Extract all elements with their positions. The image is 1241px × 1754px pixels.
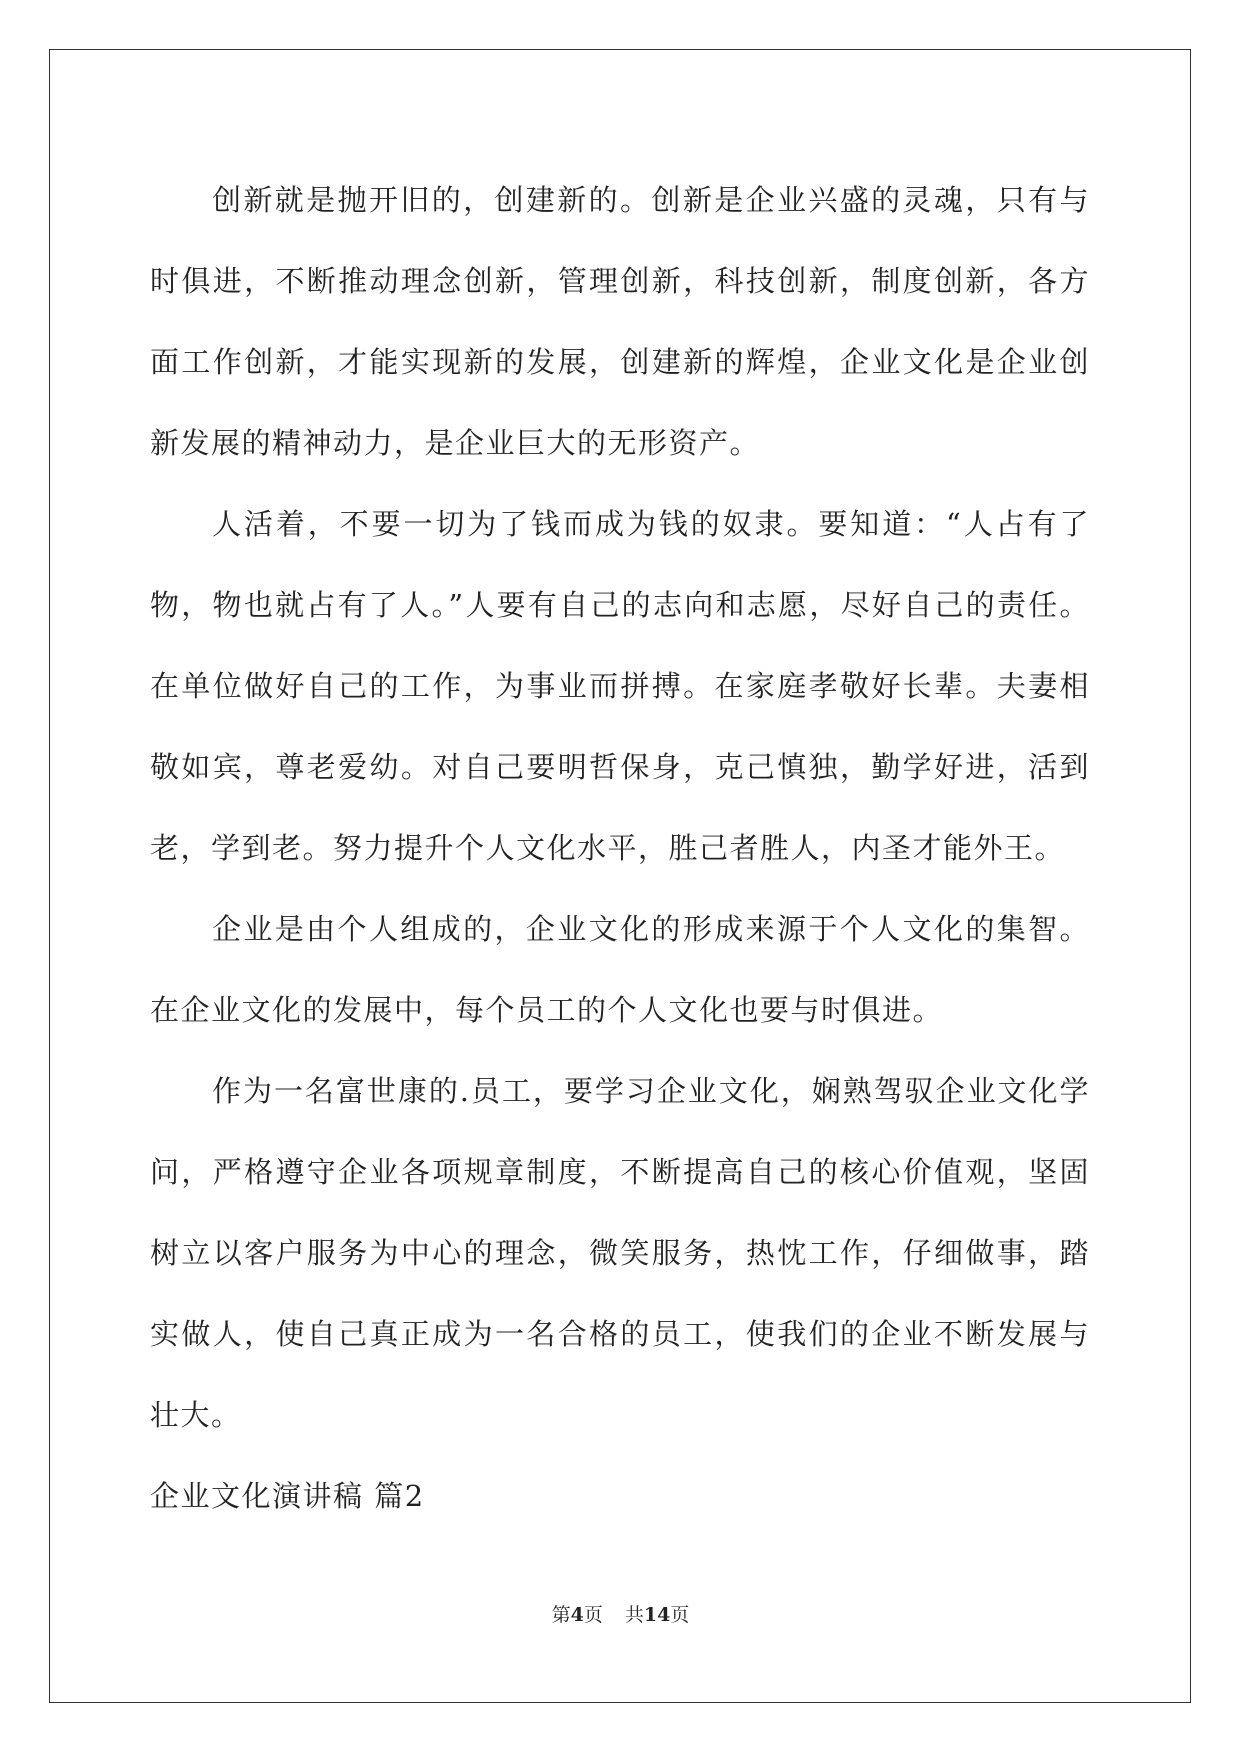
section-heading: 企业文化演讲稿 篇2 bbox=[150, 1479, 425, 1513]
paragraph-employee-duty: 作为一名富世康的.员工，要学习企业文化，娴熟驾驭企业文化学问，严格遵守企业各项规章制度，不断提高自己的核心价值观，坚固树立以客户服务为中心的理念，微笑服务，热忱工作，仔细做事，踏实做人，使自己真正成为一名合格的员工，使我们的企业不断发展与壮大。 bbox=[150, 1074, 1090, 1432]
total-suffix: 页 bbox=[670, 1604, 690, 1626]
page-suffix: 页 bbox=[583, 1604, 603, 1626]
page-prefix: 第 bbox=[551, 1604, 571, 1626]
paragraph-individual-culture: 企业是由个人组成的，企业文化的形成来源于个人文化的集智。在企业文化的发展中，每个员工的个人文化也要与时俱进。 bbox=[150, 912, 1090, 1027]
total-prefix: 共 bbox=[624, 1604, 644, 1626]
paragraph-innovation: 创新就是抛开旧的，创建新的。创新是企业兴盛的灵魂，只有与时俱进，不断推动理念创新，管理创新，科技创新，制度创新，各方面工作创新，才能实现新的发展，创建新的辉煌，企业文化是企业创新发展的精神动力，是企业巨大的无形资产。 bbox=[150, 183, 1090, 460]
document-body bbox=[150, 160, 1090, 1537]
page-number: 4 bbox=[570, 1604, 584, 1626]
total-pages: 14 bbox=[643, 1604, 671, 1626]
page-footer bbox=[0, 1600, 1241, 1627]
paragraph-personal-values: 人活着，不要一切为了钱而成为钱的奴隶。要知道：“人占有了物，物也就占有了人。”人要有自己的志向和志愿，尽好自己的责任。在单位做好自己的工作，为事业而拼搏。在家庭孝敬好长辈。夫妻相敬如宾，尊老爱幼。对自己要明哲保身，克己慎独，勤学好进，活到老，学到老。努力提升个人文化水平，胜己者胜人，内圣才能外王。 bbox=[150, 507, 1090, 865]
